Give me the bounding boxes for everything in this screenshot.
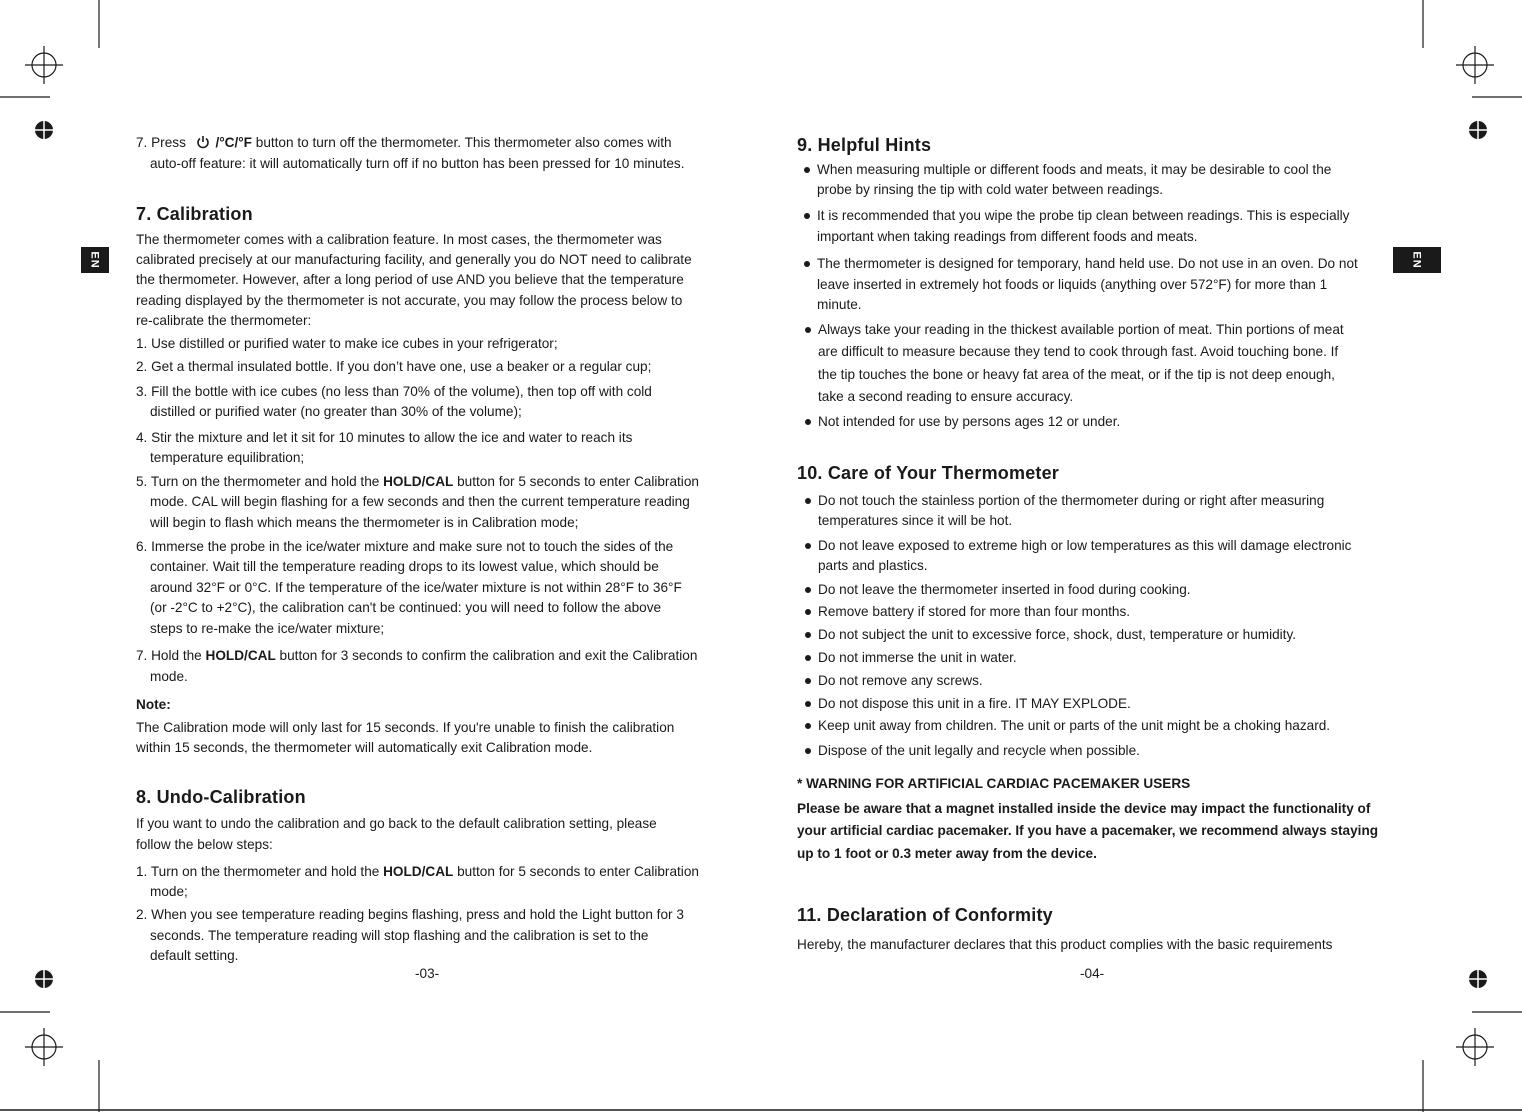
bullet-dot [805,609,811,615]
undo-step-1 [136,862,699,882]
calibration-step-5 [136,472,699,492]
hint-item-cont: important when taking readings from different foods and meats. [817,229,1198,244]
press-intro-line-2: auto-off feature: it will automatically turn off if no button has been pressed for 10 minutes. [150,156,685,171]
care-item: Do not dispose this unit in a fire. IT MAY EXPLODE. [818,696,1131,711]
care-heading: 10. Care of Your Thermometer [797,463,1060,483]
calibration-step-1: 1. Use distilled or purified water to make ice cubes in your refrigerator; [136,336,558,351]
text: button to turn off the thermometer. This thermometer also comes with [251,135,672,150]
note-label: Note: [136,697,171,712]
bullet-dot [805,678,811,684]
undo-step-2-cont: default setting. [150,948,239,963]
calibration-step-3: 3. Fill the bottle with ice cubes (no less than 70% of the volume), then top off with cold [136,384,652,399]
care-item: Dispose of the unit legally and recycle when possible. [818,743,1140,758]
calibration-step-3-cont: distilled or purified water (no greater than 30% of the volume); [150,404,522,419]
warning-heading: * WARNING FOR ARTIFICIAL CARDIAC PACEMAKER USERS [797,776,1191,791]
hint-item-cont: minute. [817,297,862,312]
bullet-dot [805,723,811,729]
care-item: Do not remove any screws. [818,673,983,688]
note-text: within 15 seconds, the thermometer will automatically exit Calibration mode. [136,740,593,755]
hint-item: Always take your reading in the thickest available portion of meat. Thin portions of meat [818,322,1344,337]
note-text: The Calibration mode will only last for 15 seconds. If you're unable to finish the calibration [136,720,675,735]
undo-calibration-heading: 8. Undo-Calibration [136,787,306,807]
calibration-intro-line: calibrated precisely at our manufacturing facility, and generally you do NOT need to calibrate [136,252,692,267]
calibration-step-6-cont: (or -2°C to +2°C), the calibration can't be continued: you will need to follow the above [150,600,662,615]
bullet-dot [805,498,811,504]
press-intro-line-1 [136,133,672,153]
care-item-cont: temperatures since it will be hot. [818,513,1013,528]
hint-item-cont: the tip touches the bone or heavy fat area of the meat, or if the tip is not deep enough, [818,367,1335,382]
text: 7. Hold the [136,648,206,663]
bullet-dot [805,419,811,425]
bullet-dot [805,655,811,661]
bullet-dot [805,543,811,549]
care-item: Do not touch the stainless portion of the thermometer during or right after measuring [818,493,1325,508]
bullet-dot [805,327,811,333]
undo-step-2: 2. When you see temperature reading begins flashing, press and hold the Light button for 3 [136,907,684,922]
hint-item: It is recommended that you wipe the probe tip clean between readings. This is especially [817,208,1350,223]
calibration-intro-line: the thermometer. However, after a long period of use AND you believe that the temperature [136,272,684,287]
calibration-step-6: 6. Immerse the probe in the ice/water mixture and make sure not to touch the sides of the [136,539,674,554]
warning-text: up to 1 foot or 0.3 meter away from the device. [797,846,1097,861]
conformity-text: Hereby, the manufacturer declares that this product complies with the basic requirements [797,937,1333,952]
hint-item: Not intended for use by persons ages 12 or under. [818,414,1121,429]
text: 5. Turn on the thermometer and hold the [136,474,384,489]
hint-item-cont: are difficult to measure because they tend to cook through fast. Avoid touching bone. If [818,344,1339,359]
text: button for 5 seconds to enter Calibration [453,864,699,879]
undo-step-2-cont: seconds. The temperature reading will stop flashing and the calibration is set to the [150,928,649,943]
text: button for 3 seconds to confirm the calibration and exit the Calibration [275,648,698,663]
calibration-intro-line: reading displayed by the thermometer is not accurate, you may follow the process below to [136,293,683,308]
care-item: Do not leave the thermometer inserted in food during cooking. [818,582,1191,597]
page-number-left: -03- [415,966,440,981]
calibration-heading: 7. Calibration [136,204,253,224]
unit-button-label: /°C/°F [215,135,252,150]
power-icon [196,135,210,149]
bullet-dot [805,587,811,593]
calibration-step-6-cont: around 32°F or 0°C. If the temperature of the ice/water mixture is not within 28°F to 36°F [150,580,682,595]
language-tab-left [81,247,109,273]
bullet-dot [804,261,810,267]
hint-item: When measuring multiple or different foods and meats, it may be desirable to cool the [817,162,1332,177]
text: 7. Press [136,135,186,150]
care-item: Keep unit away from children. The unit or parts of the unit might be a choking hazard. [818,718,1331,733]
text: button for 5 seconds to enter Calibration [453,474,699,489]
calibration-step-6-cont: steps to re-make the ice/water mixture; [150,621,385,636]
care-item-cont: parts and plastics. [818,558,928,573]
hint-item-cont: take a second reading to ensure accuracy. [818,389,1074,404]
helpful-hints-heading: 9. Helpful Hints [797,135,932,155]
calibration-intro-line: re-calibrate the thermometer: [136,313,312,328]
conformity-heading: 11. Declaration of Conformity [797,905,1053,925]
hold-cal-label: HOLD/CAL [383,474,454,489]
care-item: Do not immerse the unit in water. [818,650,1017,665]
undo-intro-line: follow the below steps: [136,837,273,852]
bullet-dot [804,167,810,173]
warning-text: your artificial cardiac pacemaker. If you have a pacemaker, we recommend always staying [797,823,1379,838]
page-number-right: -04- [1080,966,1105,981]
calibration-intro-line: The thermometer comes with a calibration feature. In most cases, the thermometer was [136,232,662,247]
calibration-step-7-cont: mode. [150,669,188,684]
hint-item: The thermometer is designed for temporary, hand held use. Do not use in an oven. Do not [817,256,1358,271]
language-tab-right [1393,247,1441,273]
calibration-step-6-cont: container. Wait till the temperature reading drops to its lowest value, which should be [150,559,659,574]
text: 1. Turn on the thermometer and hold the [136,864,384,879]
calibration-step-4-cont: temperature equilibration; [150,450,305,465]
hold-cal-label: HOLD/CAL [205,648,276,663]
hint-item-cont: probe by rinsing the tip with cold water between readings. [817,182,1164,197]
language-tab-label: EN [89,251,101,269]
undo-intro-line: If you want to undo the calibration and go back to the default calibration setting, please [136,816,657,831]
bullet-dot [805,701,811,707]
care-item: Do not subject the unit to excessive force, shock, dust, temperature or humidity. [818,627,1297,642]
hold-cal-label: HOLD/CAL [383,864,454,879]
calibration-step-5-cont: will begin to flash which means the thermometer is in Calibration mode; [150,515,579,530]
hint-item-cont: leave inserted in extremely hot foods or liquids (anything over 572°F) for more than 1 [817,277,1328,292]
calibration-step-5-cont: mode. CAL will begin flashing for a few seconds and then the current temperature reading [150,494,690,509]
language-tab-label: EN [1411,251,1423,269]
bullet-dot [804,213,810,219]
care-item: Remove battery if stored for more than four months. [818,604,1131,619]
undo-step-1-cont: mode; [150,884,188,899]
bullet-dot [805,748,811,754]
care-item: Do not leave exposed to extreme high or low temperatures as this will damage electronic [818,538,1352,553]
bullet-dot [805,632,811,638]
calibration-step-4: 4. Stir the mixture and let it sit for 10 minutes to allow the ice and water to reach its [136,430,633,445]
calibration-step-2: 2. Get a thermal insulated bottle. If you don’t have one, use a beaker or a regular cup; [136,359,652,374]
warning-text: Please be aware that a magnet installed inside the device may impact the functionality of [797,801,1371,816]
calibration-step-7 [136,646,697,666]
